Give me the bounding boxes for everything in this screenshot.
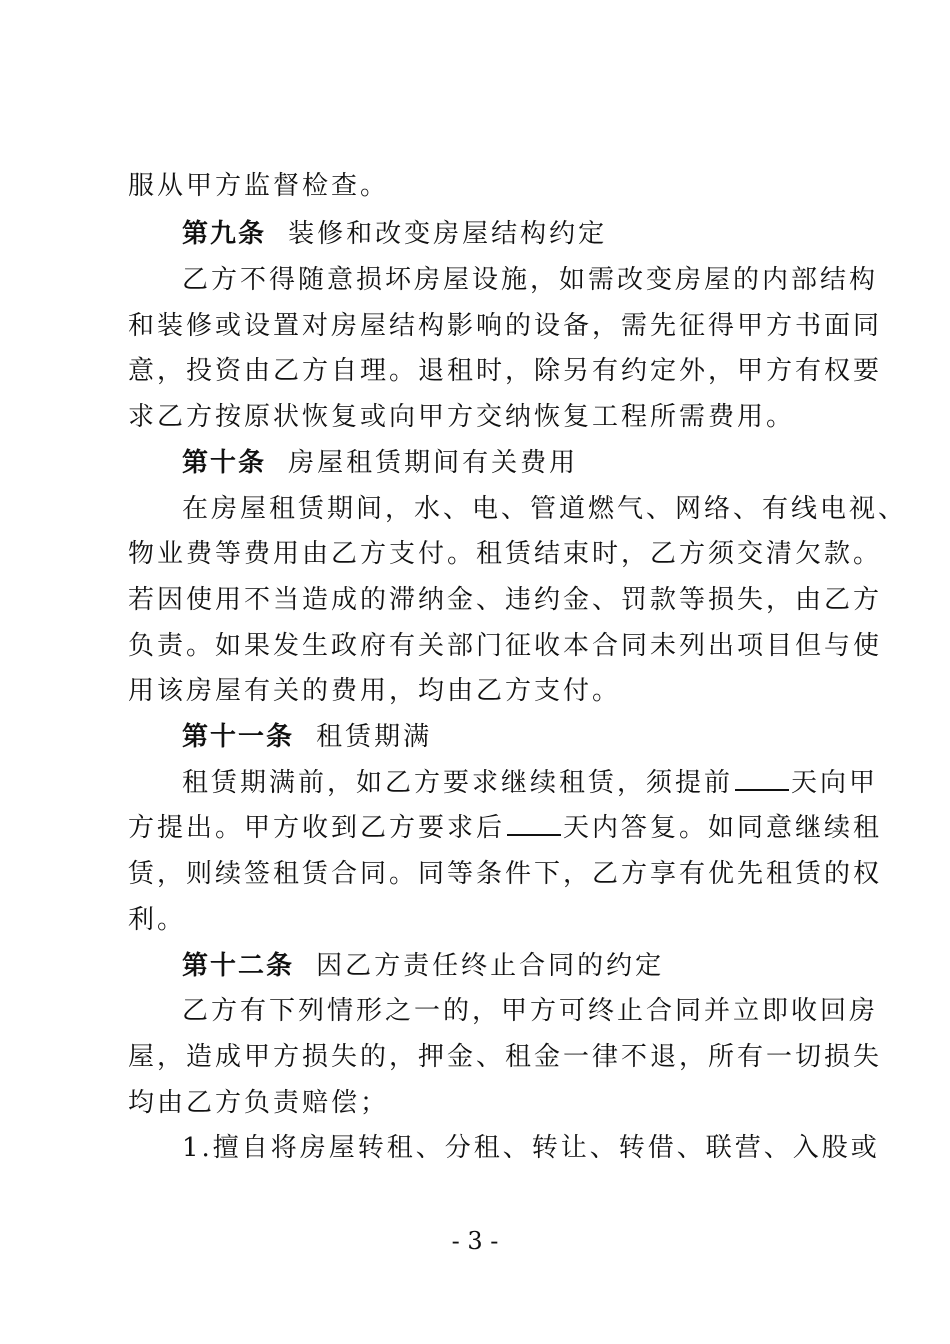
text-fragment: 天向甲 [791, 768, 879, 798]
text-line: 均由乙方负责赔偿； [128, 1088, 390, 1118]
text-line: 和装修或设置对房屋结构影响的设备，需先征得甲方书面同 [128, 311, 883, 341]
text-line [182, 763, 950, 803]
article-9-label: 第九条 [182, 219, 267, 249]
article-12-title: 因乙方责任终止合同的约定 [316, 951, 665, 981]
text-line: 乙方有下列情形之一的，甲方可终止合同并立即收回房 [182, 996, 879, 1026]
article-11-label: 第十一条 [182, 722, 295, 752]
article-9-title: 装修和改变房屋结构约定 [288, 219, 608, 249]
article-12-heading [182, 946, 950, 986]
text-line: 意，投资由乙方自理。退租时，除另有约定外，甲方有权要 [128, 356, 883, 386]
text-fragment: 租赁期满前，如乙方要求继续租赁，须提前 [182, 768, 734, 798]
text-line: 在房屋租赁期间，水、电、管道燃气、网络、有线电视、 [182, 494, 908, 524]
text-line: 服从甲方监督检查。 [128, 171, 390, 201]
text-line: 求乙方按原状恢复或向甲方交纳恢复工程所需费用。 [128, 402, 796, 432]
text-fragment: 方提出。甲方收到乙方要求后 [128, 813, 506, 843]
text-line: 利。 [128, 905, 187, 935]
text-line: 负责。如果发生政府有关部门征收本合同未列出项目但与使 [128, 631, 883, 661]
article-11-heading [182, 717, 950, 757]
article-10-heading [182, 443, 950, 483]
fill-in-blank [735, 765, 789, 791]
text-line: 用该房屋有关的费用，均由乙方支付。 [128, 676, 622, 706]
article-11-title: 租赁期满 [316, 722, 433, 752]
text-line: 物业费等费用由乙方支付。租赁结束时，乙方须交清欠款。 [128, 539, 883, 569]
fill-in-blank [507, 810, 561, 836]
text-fragment: 天内答复。如同意继续租 [563, 813, 883, 843]
article-10-title: 房屋租赁期间有关费用 [288, 448, 579, 478]
article-12-label: 第十二条 [182, 951, 295, 981]
article-10-label: 第十条 [182, 448, 267, 478]
article-9-heading [182, 214, 950, 254]
text-line [128, 808, 950, 848]
text-line: 乙方不得随意损坏房屋设施，如需改变房屋的内部结构 [182, 265, 879, 295]
text-line: 赁，则续签租赁合同。同等条件下，乙方享有优先租赁的权 [128, 859, 883, 889]
text-line: 若因使用不当造成的滞纳金、违约金、罚款等损失，由乙方 [128, 585, 883, 615]
text-line: 屋，造成甲方损失的，押金、租金一律不退，所有一切损失 [128, 1042, 883, 1072]
page-number: - 3 - [451, 1227, 499, 1255]
text-line: 1.擅自将房屋转租、分租、转让、转借、联营、入股或 [182, 1133, 880, 1163]
